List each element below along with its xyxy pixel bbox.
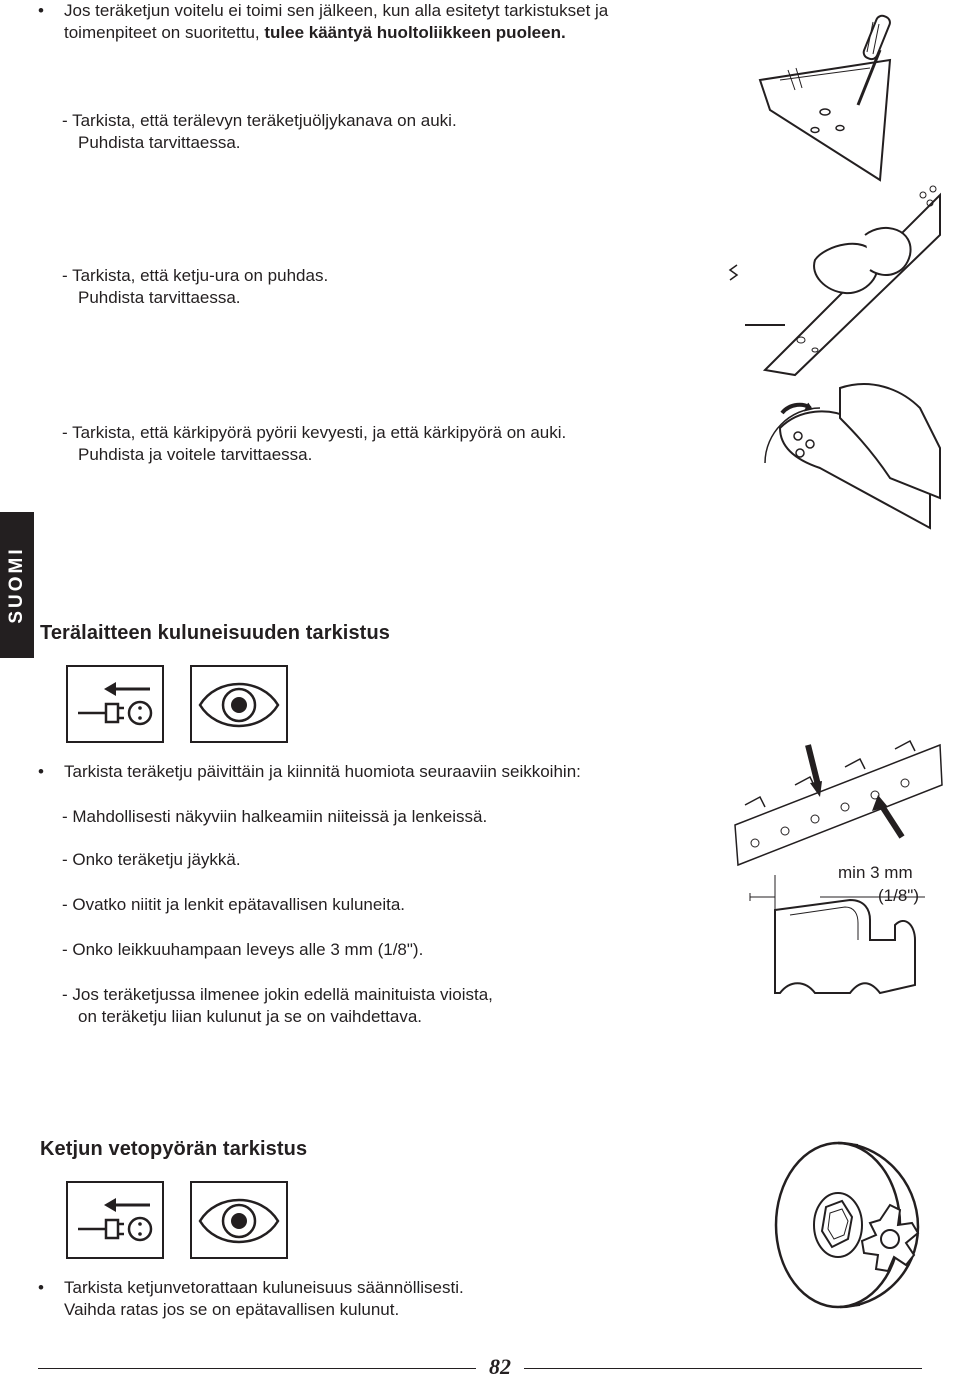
bar-oil-channel-illustration [740,10,940,190]
eye-icon [190,665,288,743]
section-title-chain-wear: Terälaitteen kuluneisuuden tarkistus [40,622,390,644]
language-side-tab [0,512,34,658]
section-title-drive-sprocket: Ketjun vetopyörän tarkistus [40,1138,308,1160]
unplug-icon [66,1181,164,1259]
wear-item-2: - Onko teräketju jäykkä. [62,850,241,869]
intro-line-2-bold: tulee kääntyä huoltoliikkeen puoleen. [264,23,566,42]
bullet-marker: • [38,762,44,781]
intro-line-2-normal: toimenpiteet on suoritettu, [64,23,265,42]
wear-item-4: - Onko leikkuuhampaan leveys alle 3 mm (1/8"). [62,940,424,959]
wear-item-1: - Mahdollisesti näkyviin halkeamiin niiteissä ja lenkeissä. [62,807,488,826]
chain-groove-illustration [725,175,945,375]
check-3-line-2: Puhdista ja voitele tarvittaessa. [78,445,313,464]
check-3-line-1: - Tarkista, että kärkipyörä pyörii kevyesti, ja että kärkipyörä on auki. [62,423,567,442]
sprocket-nose-illustration [760,378,945,538]
wear-item-3: - Ovatko niitit ja lenkit epätavallisen kuluneita. [62,895,406,914]
bullet-marker: • [38,1278,44,1297]
wear-item-5-line-2: on teräketju liian kulunut ja se on vaihdettava. [78,1007,423,1026]
eye-icon [190,1181,288,1259]
page-number: 82 [489,1354,511,1379]
drive-sprocket-illustration [760,1135,950,1310]
language-label: SUOMI [6,546,27,624]
sprocket-check-line-1: Tarkista ketjunvetorattaan kuluneisuus säännöllisesti. [64,1278,464,1297]
wear-item-5-line-1: - Jos teräketjussa ilmenee jokin edellä mainituista vioista, [62,985,493,1004]
check-2-line-2: Puhdista tarvittaessa. [78,288,241,307]
check-1-line-1: - Tarkista, että terälevyn teräketjuöljykanava on auki. [62,111,457,130]
wear-check-intro: Tarkista teräketju päivittäin ja kiinnitä huomiota seuraaviin seikkoihin: [64,762,581,781]
sprocket-check-line-2: Vaihda ratas jos se on epätavallisen kulunut. [64,1300,400,1319]
unplug-icon [66,665,164,743]
intro-line-2 [64,22,566,44]
measure-label-mm: min 3 mm [838,863,913,882]
check-2-line-1: - Tarkista, että ketju-ura on puhdas. [62,266,329,285]
bullet-marker: • [38,1,44,20]
intro-line-1: Jos teräketjun voitelu ei toimi sen jälkeen, kun alla esitetyt tarkistukset ja [64,1,609,20]
measure-label-inch: (1/8") [878,886,919,905]
check-1-line-2: Puhdista tarvittaessa. [78,133,241,152]
footer-rule-right [524,1368,922,1369]
footer-rule-left [38,1368,476,1369]
